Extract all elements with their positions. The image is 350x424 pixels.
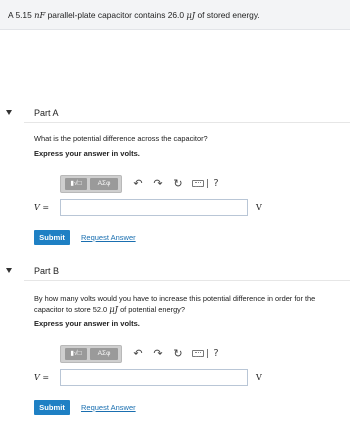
problem-statement [0,0,350,30]
undo-icon[interactable]: ↶ [133,177,143,190]
problem-text-prefix: A 5.15 [8,10,35,20]
help-icon[interactable]: ? [213,178,219,189]
part-a-instruction: Express your answer in volts. [34,149,140,158]
part-b-variable-label [34,371,49,385]
chevron-down-icon[interactable] [6,110,12,115]
part-b-header[interactable] [0,264,350,280]
part-a-request-answer-link[interactable]: Request Answer [81,233,136,242]
keyboard-separator [207,179,208,188]
reset-icon[interactable]: ↻ [173,177,183,190]
part-b-energy-unit: μJ [109,304,119,314]
capacitance-unit: nF [34,10,46,20]
part-b-submit-button[interactable]: Submit [34,400,70,415]
energy-unit: μJ [186,10,196,20]
undo-icon[interactable]: ↶ [133,347,143,360]
part-b-unit: V [256,373,262,382]
part-b-request-answer-link[interactable]: Request Answer [81,403,136,412]
part-b-question [34,294,342,315]
part-b-question-line1: By how many volts would you have to increase this potential difference in order for the capacitor to [34,294,316,314]
part-b-answer-input[interactable] [60,369,248,386]
part-a-header[interactable] [0,106,350,122]
part-a-title: Part A [34,108,59,118]
template-button-group [60,175,122,193]
templates-button[interactable]: ▮√□ [65,348,87,360]
part-a-variable-label [34,201,49,215]
part-a-submit-button[interactable]: Submit [34,230,70,245]
redo-icon[interactable]: ↷ [153,177,163,190]
templates-button[interactable]: ▮√□ [65,178,87,190]
help-icon[interactable]: ? [213,348,219,359]
part-a-answer-input[interactable] [60,199,248,216]
part-b-equals: = [39,373,50,382]
template-button-group [60,345,122,363]
redo-icon[interactable]: ↷ [153,347,163,360]
reset-icon[interactable]: ↻ [173,347,183,360]
part-b-question-line2-suffix: of potential energy? [118,305,185,314]
problem-text-suffix: of stored energy. [195,10,260,20]
part-a-variable: V [34,203,40,212]
part-a-divider [24,122,350,123]
part-b-question-line2-prefix: store 52.0 [74,305,110,314]
chevron-down-icon[interactable] [6,268,12,273]
part-b-title: Part B [34,266,60,276]
part-b-divider [24,280,350,281]
keyboard-icon[interactable] [192,180,204,187]
keyboard-separator [207,349,208,358]
part-a-unit: V [256,203,262,212]
part-b-math-toolbar [60,342,220,366]
part-a-question: What is the potential difference across the capacitor? [34,134,208,143]
part-b-variable: V [34,373,40,382]
part-b-instruction: Express your answer in volts. [34,319,140,328]
keyboard-icon[interactable] [192,350,204,357]
problem-text-middle: parallel-plate capacitor contains 26.0 [45,10,187,20]
symbols-button[interactable]: ΑΣφ [90,348,118,360]
part-a-equals: = [39,203,50,212]
part-a-math-toolbar [60,172,220,196]
symbols-button[interactable]: ΑΣφ [90,178,118,190]
